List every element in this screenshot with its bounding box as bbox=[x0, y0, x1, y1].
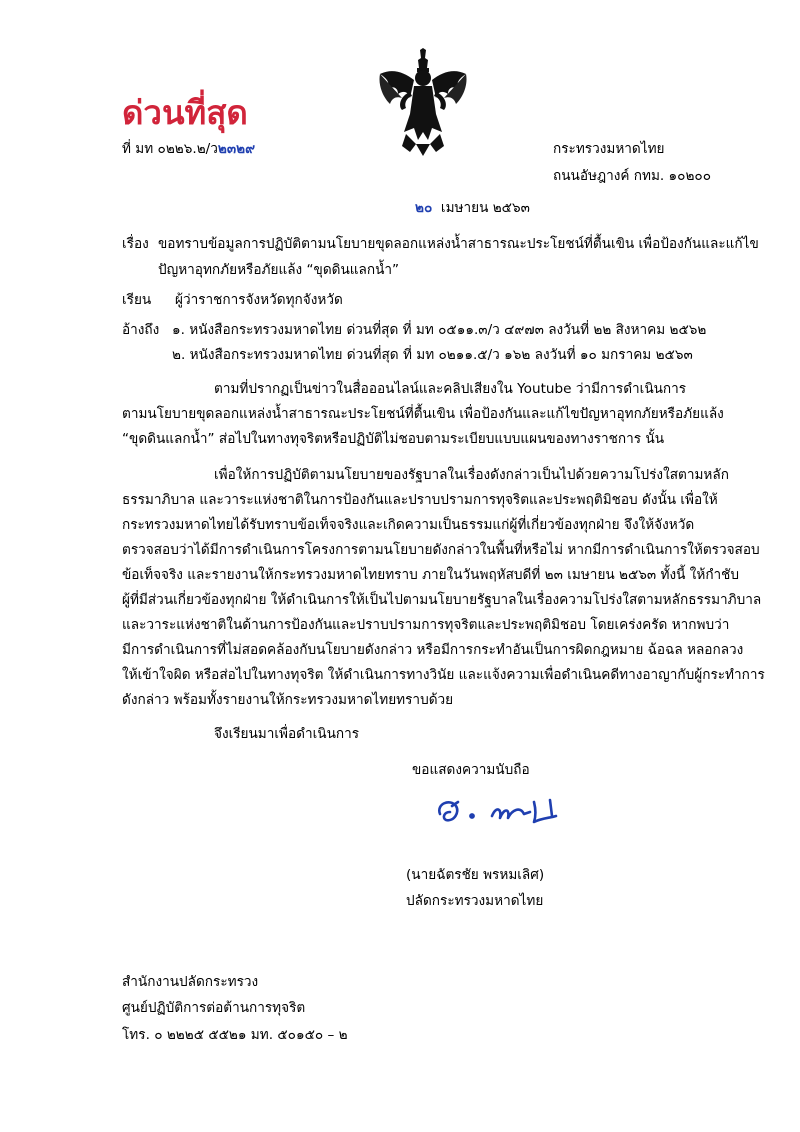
urgency-stamp: ด่วนที่สุด bbox=[122, 93, 248, 132]
paragraph-2-line: ตรวจสอบว่าได้มีการดำเนินการโครงการตามนโยบายดังกล่าวในพื้นที่หรือไม่ หากมีการดำเนินการให้ตรวจสอบ bbox=[122, 542, 760, 558]
reference-item-1: ๑. หนังสือกระทรวงมหาดไทย ด่วนที่สุด ที่ มท ๐๕๑๑.๓/ว ๔๙๗๓ ลงวันที่ ๒๒ สิงหาคม ๒๕๖๒ bbox=[172, 322, 707, 338]
signatory-name: (นายฉัตรชัย พรหมเลิศ) bbox=[406, 867, 545, 883]
date-month-year: เมษายน ๒๕๖๓ bbox=[440, 200, 530, 216]
subject-line-2: ปัญหาอุทกภัยหรือภัยแล้ง “ขุดดินแลกน้ำ” bbox=[158, 262, 400, 278]
recipient-text: ผู้ว่าราชการจังหวัดทุกจังหวัด bbox=[175, 292, 343, 308]
recipient-label: เรียน bbox=[122, 292, 152, 308]
paragraph-2-line: กระทรวงมหาดไทยได้รับทราบข้อเท็จจริงและเกิดความเป็นธรรมแก่ผู้ที่เกี่ยวข้องทุกฝ่าย จึงให้จังหวัด bbox=[122, 517, 695, 533]
footer-office: สำนักงานปลัดกระทรวง bbox=[122, 974, 259, 990]
footer-phone: โทร. ๐ ๒๒๒๕ ๕๕๒๑ มท. ๕๐๑๕๐ – ๒ bbox=[122, 1027, 348, 1043]
paragraph-2-line: ธรรมาภิบาล และวาระแห่งชาติในการป้องกันและปราบปรามการทุจริตและประพฤติมิชอบ ดังนั้น เพื่อให้ bbox=[122, 492, 718, 508]
ref-prefix: ที่ มท ๐๒๒๖.๒/ว bbox=[122, 141, 218, 157]
handwritten-signature bbox=[432, 792, 572, 832]
reference-item-2: ๒. หนังสือกระทรวงมหาดไทย ด่วนที่สุด ที่ มท ๐๒๑๑.๕/ว ๑๖๒ ลงวันที่ ๑๐ มกราคม ๒๕๖๓ bbox=[172, 347, 693, 363]
paragraph-1-line: ตามนโยบายขุดลอกแหล่งน้ำสาธารณะประโยชน์ที่ตื้นเขิน เพื่อป้องกันและแก้ไขปัญหาอุทกภัยหรือภัยแล้ง bbox=[122, 406, 724, 422]
paragraph-2-line: ให้เข้าใจผิด หรือส่อไปในทางทุจริต ให้ดำเนินการทางวินัย และแจ้งความเพื่อดำเนินคดีทางอาญากับผู้กระทำการ bbox=[122, 667, 765, 683]
subject-label: เรื่อง bbox=[122, 236, 149, 252]
garuda-emblem-icon bbox=[376, 48, 470, 158]
references-label: อ้างถึง bbox=[122, 322, 160, 338]
ministry-name: กระทรวงมหาดไทย bbox=[553, 141, 665, 157]
closing-line: จึงเรียนมาเพื่อดำเนินการ bbox=[214, 726, 360, 742]
letter-date bbox=[415, 196, 530, 218]
paragraph-2-line: ข้อเท็จจริง และรายงานให้กระทรวงมหาดไทยทราบ ภายในวันพฤหัสบดีที่ ๒๓ เมษายน ๒๕๖๓ ทั้งนี้ ให้กำชับ bbox=[122, 567, 740, 583]
ministry-address: ถนนอัษฎางค์ กทม. ๑๐๒๐๐ bbox=[553, 168, 712, 184]
paragraph-1-line: “ขุดดินแลกน้ำ” ส่อไปในทางทุจริตหรือปฏิบัติไม่ชอบตามระเบียบแบบแผนของทางราชการ นั้น bbox=[122, 431, 664, 447]
signatory-position: ปลัดกระทรวงมหาดไทย bbox=[406, 893, 544, 909]
subject-line-1: ขอทราบข้อมูลการปฏิบัติตามนโยบายขุดลอกแหล่งน้ำสาธารณะประโยชน์ที่ตื้นเขิน เพื่อป้องกันและแก้ไข bbox=[158, 236, 759, 252]
paragraph-2-line: เพื่อให้การปฏิบัติตามนโยบายของรัฐบาลในเรื่องดังกล่าวเป็นไปด้วยความโปร่งใสตามหลัก bbox=[214, 467, 729, 483]
paragraph-1-line: ตามที่ปรากฏเป็นข่าวในสื่อออนไลน์และคลิปเสียงใน Youtube ว่ามีการดำเนินการ bbox=[214, 381, 687, 397]
paragraph-2-line: มีการดำเนินการที่ไม่สอดคล้องกับนโยบายดังกล่าว หรือมีการกระทำอันเป็นการผิดกฎหมาย ฉ้อฉล หลอกลวง bbox=[122, 642, 744, 658]
footer-center: ศูนย์ปฏิบัติการต่อต้านการทุจริต bbox=[122, 1000, 306, 1016]
paragraph-2-line: ผู้ที่มีส่วนเกี่ยวข้องทุกฝ่าย ให้ดำเนินการให้เป็นไปตามนโยบายรัฐบาลในเรื่องความโปร่งใสตามหลักธรรมาภิบาล bbox=[122, 592, 762, 608]
paragraph-2-line: และวาระแห่งชาติในด้านการป้องกันและปราบปรามการทุจริตและประพฤติมิชอบ โดยเคร่งครัด หากพบว่า bbox=[122, 617, 730, 633]
date-day-handwritten: ๒๐ bbox=[415, 200, 433, 216]
reference-number bbox=[122, 137, 255, 159]
ref-handwritten-number: ๒๓๒๙ bbox=[217, 141, 256, 157]
courtesy-phrase: ขอแสดงความนับถือ bbox=[412, 762, 530, 778]
paragraph-2-line: ดังกล่าว พร้อมทั้งรายงานให้กระทรวงมหาดไทยทราบด้วย bbox=[122, 692, 454, 708]
